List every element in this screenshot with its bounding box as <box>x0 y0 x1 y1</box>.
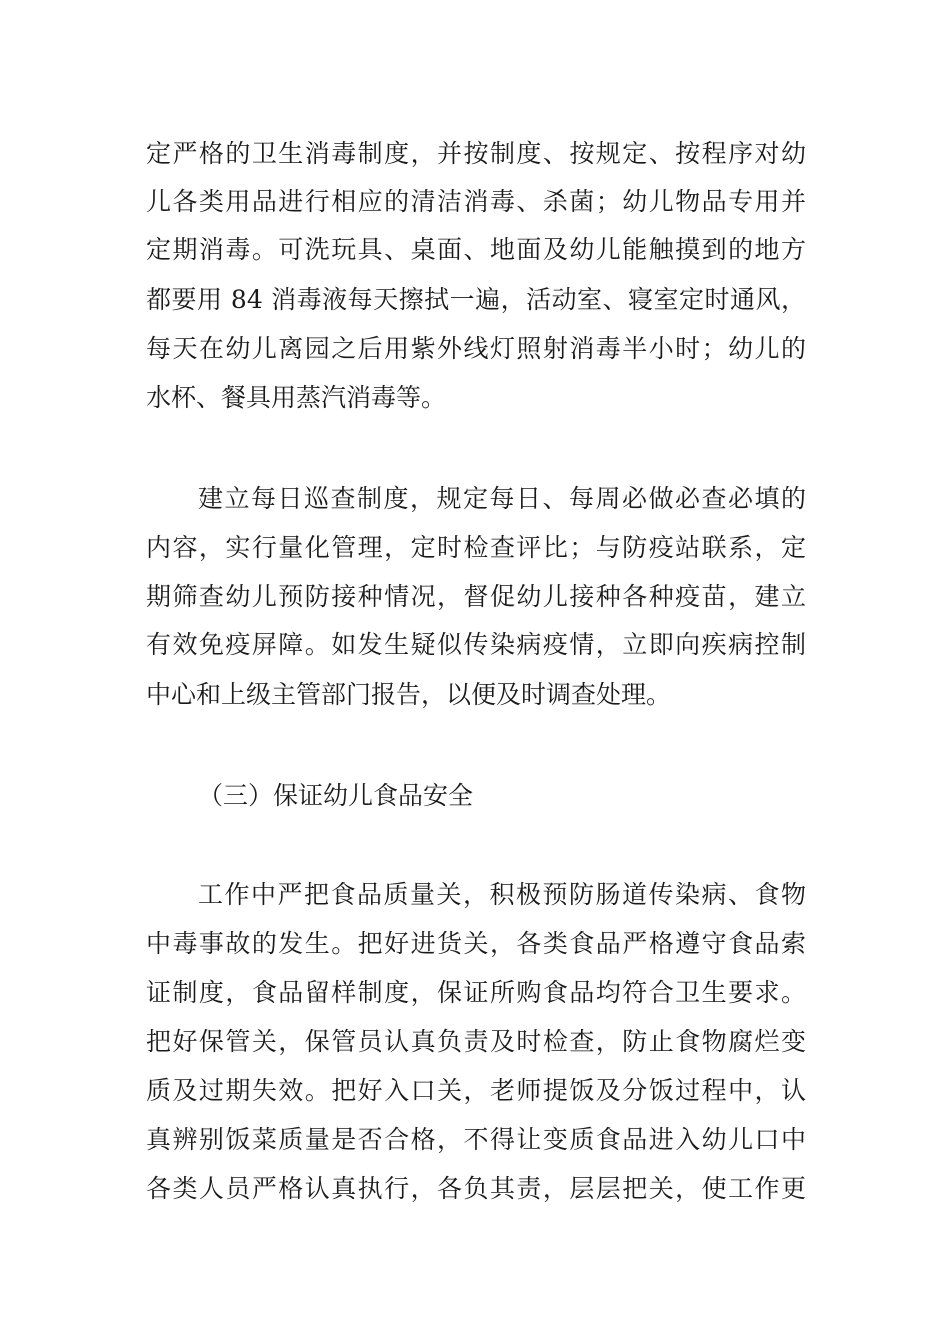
text-line: 质及过期失效。把好入口关，老师提饭及分饭过程中，认 <box>146 1076 806 1105</box>
text-line: 工作中严把食品质量关，积极预防肠道传染病、食物 <box>198 880 806 909</box>
text-line: 定严格的卫生消毒制度，并按制度、按规定、按程序对幼 <box>146 139 806 168</box>
text-line: 真辨别饭菜质量是否合格，不得让变质食品进入幼儿口中 <box>146 1125 806 1154</box>
text-line: 期筛查幼儿预防接种情况，督促幼儿接种各种疫苗，建立 <box>146 582 806 611</box>
text-line: 每天在幼儿离园之后用紫外线灯照射消毒半小时；幼儿的 <box>146 334 806 363</box>
text-line: 内容，实行量化管理，定时检查评比；与防疫站联系，定 <box>146 533 806 562</box>
text-line: 有效免疫屏障。如发生疑似传染病疫情，立即向疾病控制 <box>146 630 806 659</box>
text-line: 中心和上级主管部门报告，以便及时调查处理。 <box>146 680 672 709</box>
text-line: 定期消毒。可洗玩具、桌面、地面及幼儿能触摸到的地方 <box>146 235 806 264</box>
text-line: 证制度，食品留样制度，保证所购食品均符合卫生要求。 <box>146 978 806 1007</box>
text-line: 把好保管关，保管员认真负责及时检查，防止食物腐烂变 <box>146 1027 806 1056</box>
text-line: 水杯、餐具用蒸汽消毒等。 <box>146 383 447 412</box>
text-line: 建立每日巡查制度，规定每日、每周必做必查必填的 <box>198 484 806 513</box>
text-line: 都要用 84 消毒液每天擦拭一遍，活动室、寝室定时通风， <box>146 285 806 314</box>
text-line: 中毒事故的发生。把好进货关，各类食品严格遵守食品索 <box>146 929 806 958</box>
text-line: 各类人员严格认真执行，各负其责，层层把关，使工作更 <box>146 1174 806 1203</box>
text-line: 儿各类用品进行相应的清洁消毒、杀菌；幼儿物品专用并 <box>146 187 806 216</box>
section-heading: （三）保证幼儿食品安全 <box>198 781 474 810</box>
